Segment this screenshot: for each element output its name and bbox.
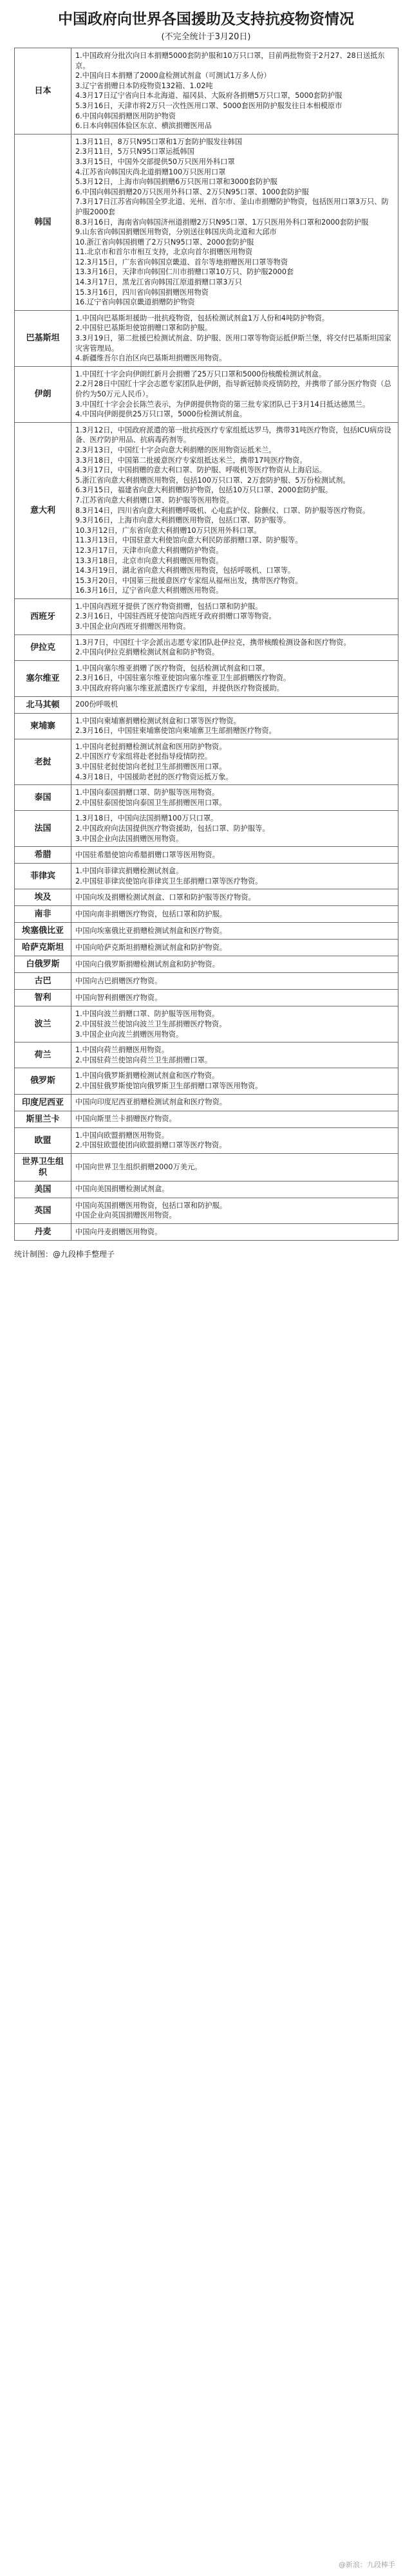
country-cell: 韩国 (15, 134, 71, 310)
details-cell (71, 889, 398, 906)
detail-line: 14.3月19日，湖北省向意大利捐赠医用物资，包括呼吸机、口罩等。 (75, 566, 295, 575)
table-row (15, 1181, 398, 1198)
details-cell (71, 811, 398, 847)
detail-line: 中国向埃及捐赠检测试剂盒、口罩和防护服等医疗物资。 (75, 893, 256, 902)
detail-line: 9.山东省向韩国捐赠医用物资，分别送往韩国庆尚北道和大邱市 (75, 228, 277, 237)
detail-line: 3.中国企业向法国捐赠医用物资。 (75, 834, 183, 843)
country-cell: 荷兰 (15, 1042, 71, 1068)
details-cell (71, 785, 398, 811)
aid-table (14, 48, 398, 1241)
detail-line: 2.3月16日，中国驻柬埔寨使馆向柬埔寨卫生部捐赠医疗物资。 (75, 727, 276, 736)
detail-line: 4.3月17日辽宁省向日本北海道、福冈县、大阪府各捐赠5万只口罩，5000套防护服 (75, 91, 342, 100)
country-cell: 伊朗 (15, 366, 71, 422)
detail-line: 2.中国驻荷兰使馆向荷兰卫生部捐赠口罩。 (75, 1055, 212, 1064)
details-cell (71, 1223, 398, 1240)
detail-line: 1.中国向菲律宾捐赠检测试剂盒。 (75, 867, 183, 876)
country-cell: 白俄罗斯 (15, 956, 71, 973)
details-cell (71, 1181, 398, 1198)
detail-line: 6.3月15日，福建省向意大利捐赠防护物资，包括10万只口罩、2000套防护服。 (75, 486, 333, 495)
detail-line: 2.中国驻巴基斯坦使馆捐赠口罩和防护服。 (75, 324, 212, 333)
detail-line: 4.江苏省向韩国庆尚北道捐赠100万只医用口罩 (75, 167, 226, 176)
detail-line: 1.中国向俄罗斯捐赠检测试剂盒和医疗物资。 (75, 1071, 220, 1080)
country-cell: 英国 (15, 1198, 71, 1223)
details-cell (71, 1006, 398, 1042)
table-row (15, 134, 398, 310)
table-row (15, 1153, 398, 1181)
country-cell: 日本 (15, 48, 71, 134)
detail-line: 2.2月28日中国红十字会志愿专家团队赴伊朗，指导新冠肺炎疫情防控，并携带了部分医疗物资（总价约为50万元人民币）。 (75, 380, 391, 398)
table-row (15, 48, 398, 134)
country-cell: 北马其顿 (15, 696, 71, 713)
table-row (15, 1111, 398, 1127)
details-cell (71, 1198, 398, 1223)
details-cell (71, 739, 398, 784)
country-cell: 柬埔寨 (15, 713, 71, 739)
detail-line: 13.3月16日，天津市向韩国仁川市捐赠口罩10万只、防护服2000套 (75, 268, 294, 277)
details-cell (71, 990, 398, 1006)
detail-line: 1.3月18日，中国向法国捐赠100万只口罩。 (75, 814, 218, 823)
country-cell: 波兰 (15, 1006, 71, 1042)
table-row (15, 864, 398, 889)
country-cell: 哈萨克斯坦 (15, 940, 71, 956)
detail-line: 中国企业向英国捐赠医用物资。 (75, 1211, 176, 1220)
detail-line: 中国向埃塞俄比亚捐赠检测试剂盒和医疗物资。 (75, 927, 227, 936)
detail-line: 7.3月17日江苏省向韩国全罗北道、光州、首尔市、釜山市捐赠防护物资，包括医用口罩3万只、防护服2000套 (75, 198, 389, 216)
details-cell (71, 1127, 398, 1153)
detail-line: 1.3月7日，中国红十字会派出志愿专家团队赴伊拉克，携带核酸检测设备和医疗物资。 (75, 638, 351, 647)
page-subtitle: (不完全统计于3月20日) (161, 32, 251, 42)
table-row (15, 422, 398, 598)
detail-line: 4.3月18日，中国援助老挝的医疗物资运抵万象。 (75, 772, 233, 781)
detail-line: 2.3月16日，中国驻西班牙使馆向西班牙政府捐赠口罩等物资。 (75, 612, 276, 621)
page-title: 中国政府向世界各国援助及支持抗疫物资情况 (58, 11, 354, 28)
detail-line: 11.3月13日，中国驻意大利使馆向意大利民防部捐赠口罩、防护服等。 (75, 536, 303, 545)
detail-line: 3.3月18日，中国第二批援意医疗专家组抵达米兰，携带17吨医疗物资。 (75, 456, 307, 465)
table-row (15, 1127, 398, 1153)
detail-line: 1.中国向柬埔寨捐赠检测试剂盒和口罩等医疗物资。 (75, 716, 241, 725)
detail-line: 3.中国红十字会会长陈竺表示，为伊朗提供物资的第三批专家团队已于3月14日抵达德黑兰。 (75, 400, 370, 409)
details-cell (71, 660, 398, 696)
table-row (15, 940, 398, 956)
details-cell (71, 366, 398, 422)
table-row (15, 785, 398, 811)
table-row (15, 310, 398, 366)
table-row (15, 1094, 398, 1111)
country-cell: 俄罗斯 (15, 1068, 71, 1094)
country-cell: 巴基斯坦 (15, 310, 71, 366)
details-cell (71, 635, 398, 660)
details-cell (71, 973, 398, 990)
country-cell: 泰国 (15, 785, 71, 811)
detail-line: 2.3月16日，中国驻塞尔维亚使馆向塞尔维亚卫生部捐赠医疗物资。 (75, 674, 291, 683)
detail-line: 8.3月16日，海南省向韩国济州道捐赠2万只N95口罩、1万只医用外科口罩和2000套防护服 (75, 218, 369, 227)
table-row (15, 635, 398, 660)
detail-line: 2.中国驻菲律宾使馆向菲律宾卫生部捐赠口罩等医疗物资。 (75, 876, 263, 885)
detail-line: 1.3月11日，8万只N95口罩和1万套防护服发往韩国 (75, 137, 243, 146)
detail-line: 8.3月14日，四川省向意大利捐赠呼吸机、心电监护仪、除颤仪、口罩、防护服等医疗物资。 (75, 506, 370, 515)
detail-line: 4.中国向伊朗提供25万只口罩，5000份检测试剂盒。 (75, 410, 247, 419)
table-row (15, 366, 398, 422)
details-cell (71, 422, 398, 598)
details-cell (71, 956, 398, 973)
details-cell (71, 598, 398, 635)
detail-line: 15.3月16日，四川省向韩国捐赠医用物资 (75, 288, 209, 297)
detail-line: 2.中国医疗专家组将赴老挝指导疫情防控。 (75, 752, 212, 761)
country-cell: 伊拉克 (15, 635, 71, 660)
country-cell: 埃塞俄比亚 (15, 923, 71, 940)
table-row (15, 923, 398, 940)
table-row (15, 956, 398, 973)
detail-line: 12.3月15日，广东省向韩国京畿道、首尔等地捐赠医用口罩等物资 (75, 257, 288, 266)
detail-line: 2.中国驻泰国使馆向泰国卫生部捐赠医用口罩。 (75, 798, 227, 807)
details-cell (71, 923, 398, 940)
country-cell: 老挝 (15, 739, 71, 784)
footer-note: 统计制图：@九段棒手整理子 (14, 1249, 115, 1259)
detail-line: 9.3月16日，上海市向意大利捐赠医用物资，包括口罩、防护服等。 (75, 516, 291, 525)
country-cell: 埃及 (15, 889, 71, 906)
table-row (15, 1006, 398, 1042)
table-row (15, 811, 398, 847)
table-row (15, 1042, 398, 1068)
table-row (15, 598, 398, 635)
table-row (15, 973, 398, 990)
country-cell: 世界卫生组织 (15, 1153, 71, 1181)
detail-line: 2.中国驻俄罗斯使馆向俄罗斯卫生部捐赠口罩等医用物资。 (75, 1081, 263, 1090)
details-cell (71, 1094, 398, 1111)
detail-line: 7.江苏省向意大利捐赠口罩、防护服等医用物资。 (75, 496, 234, 505)
country-cell: 丹麦 (15, 1223, 71, 1240)
detail-line: 5.浙江省向意大利捐赠医用物资，包括100万只口罩、2万套防护服、5万份检测试剂。 (75, 476, 350, 485)
aid-table-body (15, 48, 398, 1241)
detail-line: 6.中国向韩国捐赠20万只医用外科口罩、2万只N95口罩、1000套防护服 (75, 187, 309, 196)
table-row (15, 847, 398, 864)
detail-line: 6.日本向韩国体验区东京、横滨捐赠医用品 (75, 122, 212, 131)
table-row (15, 889, 398, 906)
details-cell (71, 310, 398, 366)
detail-line: 6.中国向韩国捐赠医用防护物资 (75, 111, 176, 120)
detail-line: 12.3月17日，天津市向意大利捐赠防护物资。 (75, 546, 223, 555)
detail-line: 中国向丹麦捐赠医用物资。 (75, 1227, 162, 1236)
country-cell: 印度尼西亚 (15, 1094, 71, 1111)
country-cell: 欧盟 (15, 1127, 71, 1153)
detail-line: 15.3月20日，中国第三批援意医疗专家组从福州出发，携带医疗物资。 (75, 576, 303, 585)
details-cell (71, 48, 398, 134)
detail-line: 3.中国企业向西班牙捐赠医用物资。 (75, 622, 191, 631)
detail-line: 16.3月16日，辽宁省向意大利捐赠医用物资。 (75, 586, 223, 595)
country-cell: 菲律宾 (15, 864, 71, 889)
detail-line: 2.中国政府向法国提供医疗物资援助，包括口罩、防护服等。 (75, 824, 270, 833)
table-row (15, 906, 398, 923)
detail-line: 1.中国向老挝捐赠检测试剂盒和医用防护物资。 (75, 742, 227, 751)
detail-line: 1.中国红十字会向伊朗红新月会捐赠了25万只口罩和5000份核酸检测试剂盒。 (75, 369, 326, 378)
detail-line: 中国驻希腊使馆向希腊捐赠口罩等医用物资。 (75, 850, 220, 859)
detail-line: 1.中国向巴基斯坦援助一批抗疫物资，包括检测试剂盒1万人份和4吨防护物资。 (75, 313, 330, 322)
country-cell: 智利 (15, 990, 71, 1006)
detail-line: 中国向古巴捐赠医疗物资。 (75, 977, 162, 986)
details-cell (71, 1111, 398, 1127)
table-row (15, 1198, 398, 1223)
detail-line: 2.中国向日本捐赠了2000盒检测试剂盒（可测试1万多人份） (75, 71, 271, 80)
details-cell (71, 847, 398, 864)
detail-line: 1.中国向欧盟捐赠医用物资。 (75, 1131, 169, 1140)
details-cell (71, 134, 398, 310)
details-cell (71, 713, 398, 739)
detail-line: 4.3月17日，中国捐赠的意大利口罩、防护服、呼吸机等医疗物资从上海启运。 (75, 466, 327, 475)
detail-line: 中国向英国捐赠医用物资，包括口罩和防护服。 (75, 1201, 227, 1210)
table-row (15, 990, 398, 1006)
detail-line: 1.中国政府分批次向日本捐赠5000套防护服和10万只口罩，目前两批物资于2月27、28日送抵东京。 (75, 51, 385, 70)
detail-line: 2.中国驻波兰使馆向波兰卫生部捐赠医疗物资。 (75, 1019, 227, 1028)
detail-line: 1.3月12日，中国政府派遣的第一批抗疫医疗专家组抵达罗马，携带31吨医疗物资，包括ICU病房设备、医疗防护用品、抗病毒药剂等。 (75, 425, 391, 445)
table-row (15, 1223, 398, 1240)
detail-line: 5.3月16日，天津市将2万只一次性医用口罩、5000套医用防护服发往日本相模原市 (75, 101, 342, 110)
detail-line: 1.中国向泰国捐赠口罩、防护服等医用物资。 (75, 788, 220, 797)
table-row (15, 739, 398, 784)
table-row (15, 696, 398, 713)
detail-line: 200份呼吸机 (75, 700, 118, 709)
detail-line: 4.新疆维吾尔自治区向巴基斯坦捐赠医用物资。 (75, 354, 227, 363)
detail-line: 中国向世界卫生组织捐赠2000万美元。 (75, 1162, 202, 1171)
country-cell: 南非 (15, 906, 71, 923)
detail-line: 中国向南非捐赠医疗物资，包括口罩和防护服。 (75, 910, 227, 919)
country-cell: 西班牙 (15, 598, 71, 635)
detail-line: 3.中国政府将向塞尔维亚派遣医疗专家组，并提供医疗物资援助。 (75, 684, 284, 693)
detail-line: 中国向斯里兰卡捐赠医疗物资。 (75, 1115, 176, 1124)
details-cell (71, 696, 398, 713)
details-cell (71, 906, 398, 923)
country-cell: 美国 (15, 1181, 71, 1198)
details-cell (71, 940, 398, 956)
detail-line: 10.浙江省向韩国捐赠了2万只N95口罩、2000套防护服 (75, 237, 254, 246)
detail-line: 3.3月15日，中国外交部提供50万只医用外科口罩 (75, 157, 235, 166)
details-cell (71, 1068, 398, 1094)
detail-line: 3.中国企业向波兰捐赠医用物资。 (75, 1030, 183, 1039)
detail-line: 2.3月11日，5万只N95口罩运抵韩国 (75, 147, 194, 156)
detail-line: 中国向美国捐赠检测试剂盒。 (75, 1185, 169, 1194)
details-cell (71, 1153, 398, 1181)
detail-line: 1.中国向西班牙提供了医疗物资捐赠，包括口罩和防护服。 (75, 602, 263, 611)
detail-line: 2.中国向伊拉克捐赠检测试剂盒和防护物资。 (75, 648, 220, 657)
detail-line: 3.辽宁省捐赠日本防疫物资132箱、1.02吨 (75, 81, 213, 90)
detail-line: 10.3月12日，广东省向意大利捐赠10万只医用外科口罩。 (75, 526, 261, 535)
country-cell: 古巴 (15, 973, 71, 990)
table-row (15, 713, 398, 739)
country-cell: 法国 (15, 811, 71, 847)
detail-line: 3.3月19日，第二批援巴检测试剂盒、防护服、医用口罩等物资运抵伊斯兰堡，将交付巴基斯坦国家灾害管理局。 (75, 334, 391, 353)
details-cell (71, 1042, 398, 1068)
detail-line: 1.中国向波兰捐赠口罩、防护服等医用物资。 (75, 1010, 220, 1019)
country-cell: 希腊 (15, 847, 71, 864)
details-cell (71, 864, 398, 889)
detail-line: 13.3月18日，北京市向意大利捐赠医用物资。 (75, 556, 223, 565)
country-cell: 意大利 (15, 422, 71, 598)
table-row (15, 660, 398, 696)
detail-line: 16.辽宁省向韩国京畿道捐赠防护物资 (75, 298, 195, 307)
country-cell: 斯里兰卡 (15, 1111, 71, 1127)
detail-line: 14.3月17日，黑龙江省向韩国江原道捐赠口罩3万只 (75, 278, 242, 287)
detail-line: 中国向白俄罗斯捐赠检测试剂盒和防护物资。 (75, 960, 220, 969)
detail-line: 5.3月12日，上海市向韩国捐赠6万只医用口罩和3000套防护服 (75, 178, 277, 187)
detail-line: 2.中国驻欧盟使团向欧盟捐赠口罩等医疗物资。 (75, 1141, 227, 1150)
detail-line: 3.中国驻老挝使馆向老挝卫生部捐赠医用口罩。 (75, 763, 227, 771)
detail-line: 2.3月13日，中国红十字会向意大利捐赠的医用物资运抵米兰。 (75, 445, 276, 454)
detail-line: 1.中国向塞尔维亚捐赠了医疗物资，包括检测试剂盒和口罩。 (75, 663, 270, 672)
detail-line: 中国向智利捐赠医疗物资。 (75, 994, 162, 1003)
detail-line: 11.北京市和首尔市相互支持，北京向首尔捐赠医用物资 (75, 248, 253, 257)
detail-line: 1.中国向荷兰捐赠医用物资。 (75, 1046, 169, 1055)
watermark: @新浪：九段棒手 (339, 2561, 395, 2569)
country-cell: 塞尔维亚 (15, 660, 71, 696)
detail-line: 中国向哈萨克斯坦捐赠检测试剂盒和防护物资。 (75, 943, 227, 952)
table-row (15, 1068, 398, 1094)
detail-line: 中国向印度尼西亚捐赠检测试剂盒和医疗物资。 (75, 1098, 227, 1107)
